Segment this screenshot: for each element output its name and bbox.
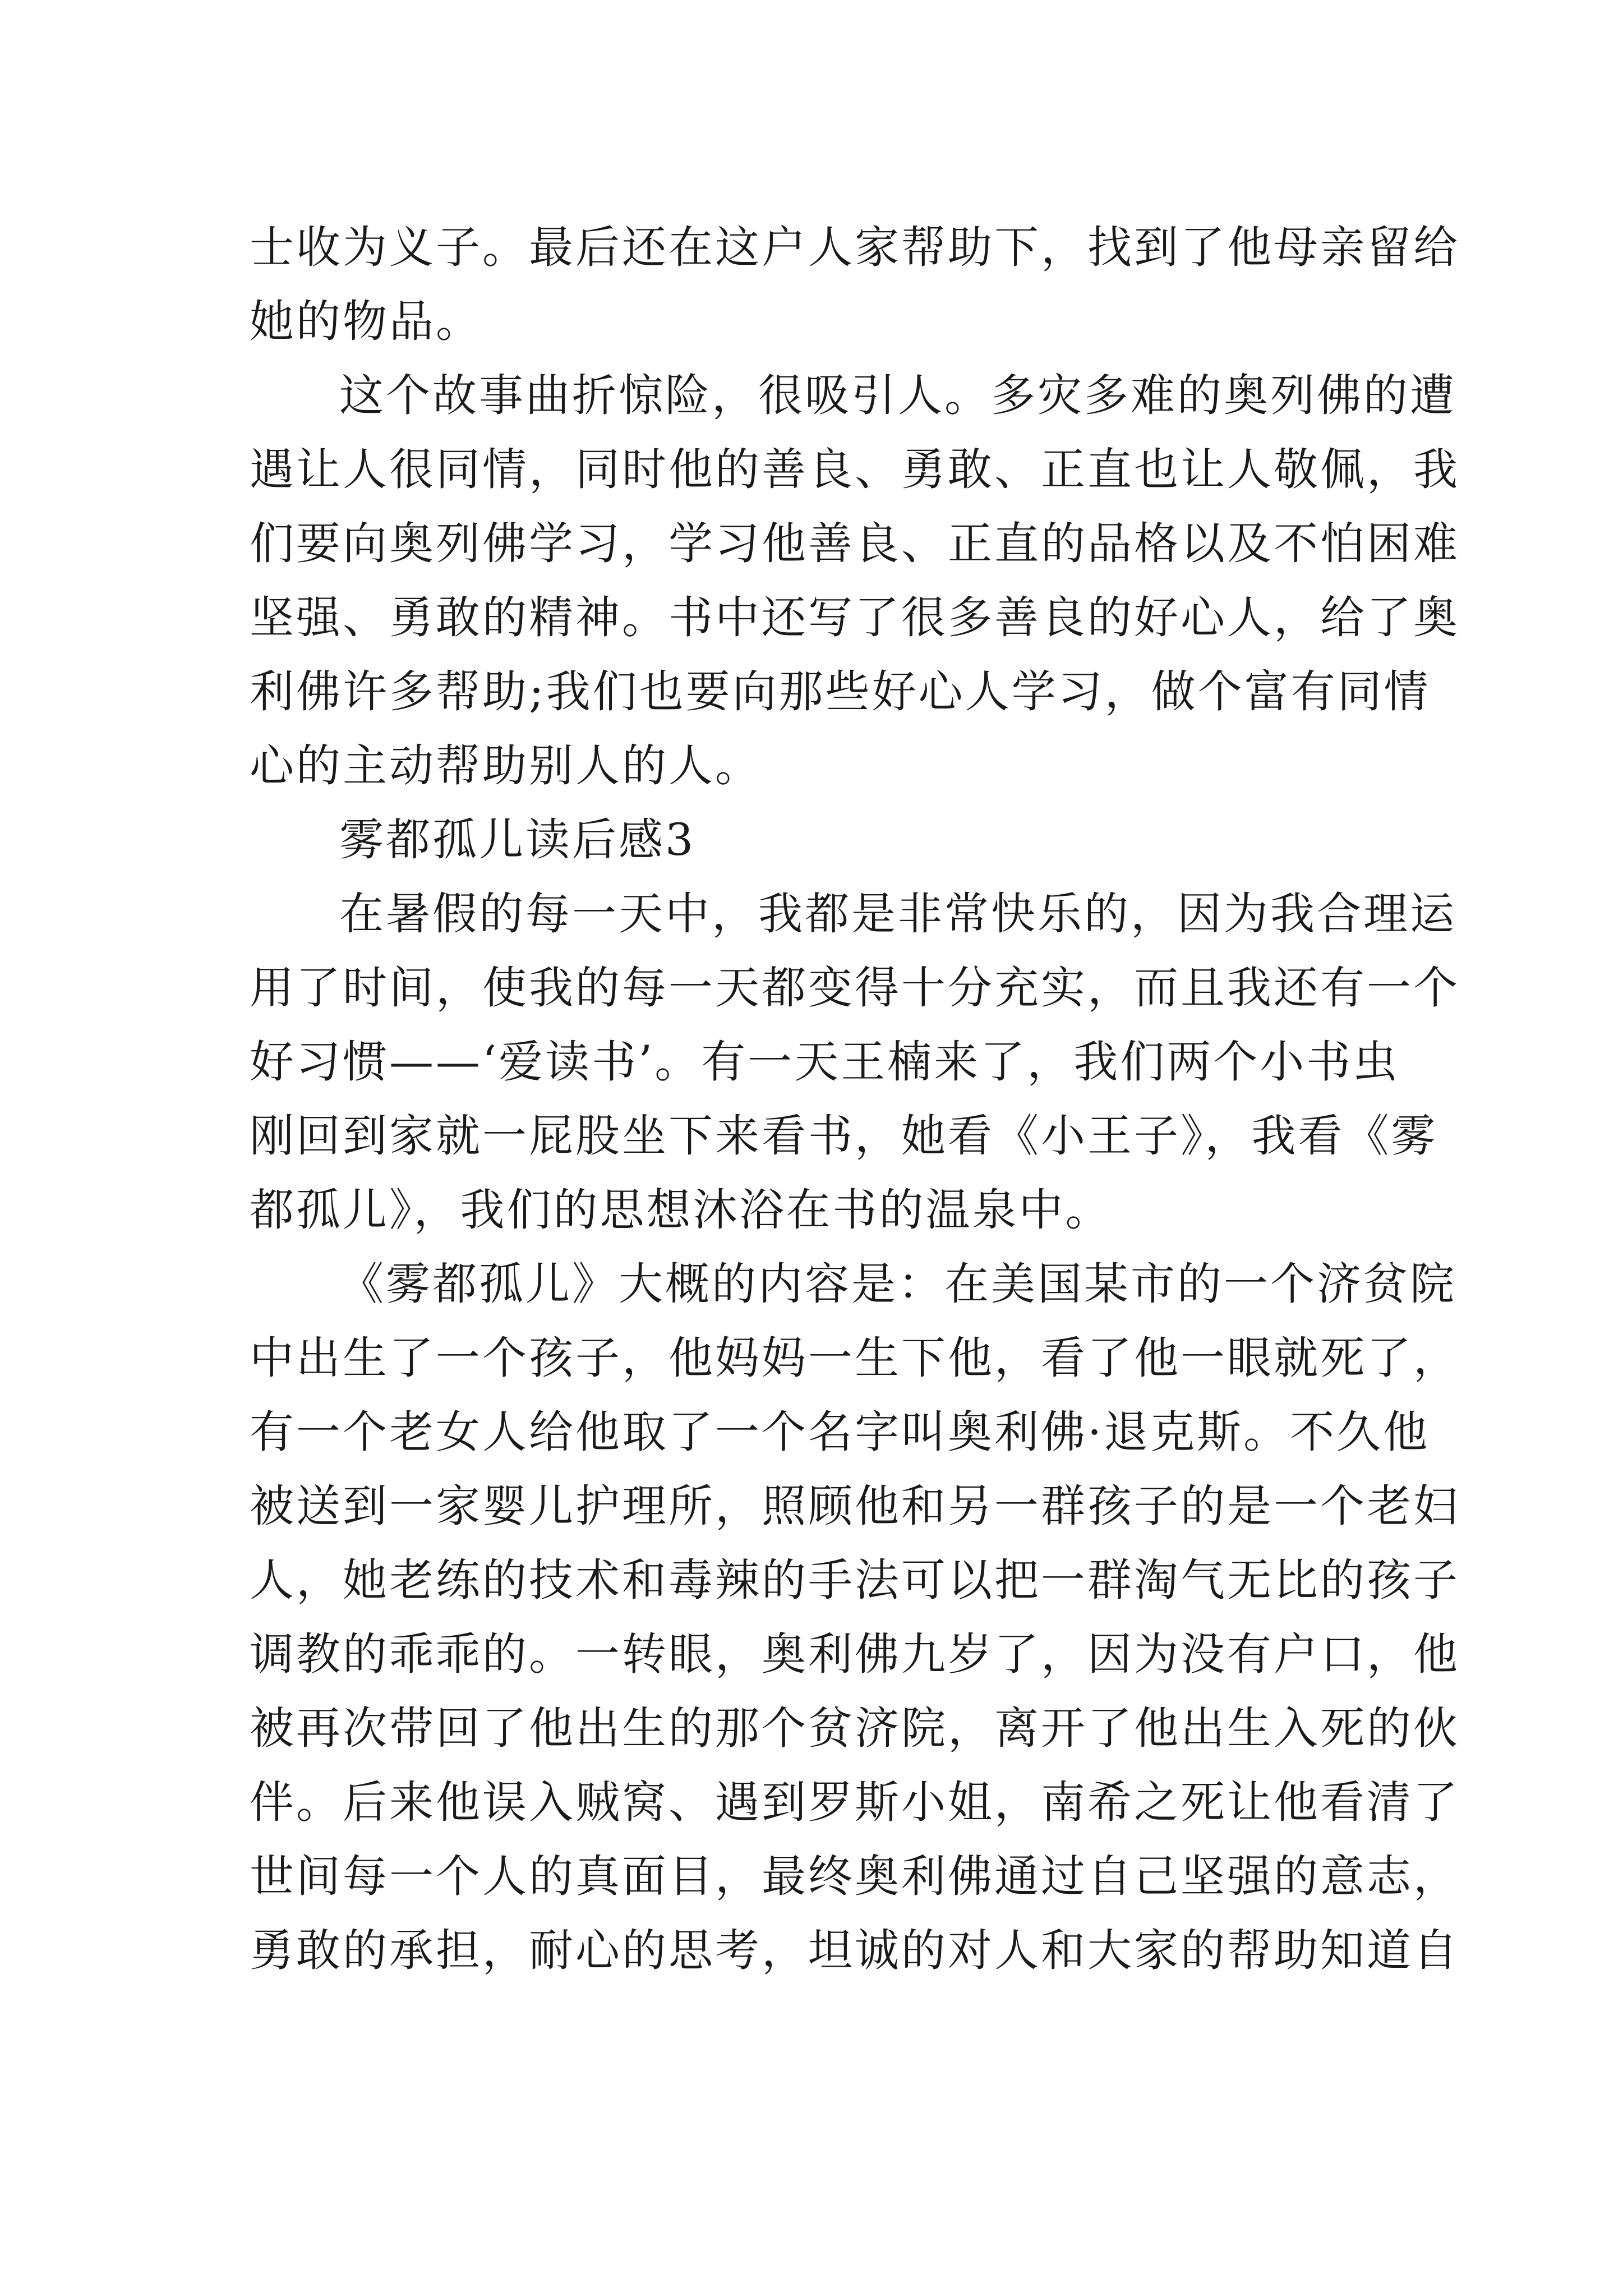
text-line: 利佛许多帮助;我们也要向那些好心人学习，做个富有同情 bbox=[250, 666, 1431, 717]
text-line: 好习惯——‘爱读书’。有一天王楠来了，我们两个小书虫 bbox=[250, 1036, 1400, 1088]
text-line: 这个故事曲折惊险，很吸引人。多灾多难的奥列佛的遭 bbox=[339, 370, 1456, 421]
text-line: 们要向奥列佛学习，学习他善良、正直的品格以及不怕困难 bbox=[250, 518, 1460, 569]
text-line: 被再次带回了他出生的那个贫济院，离开了他出生入死的伙 bbox=[250, 1703, 1460, 1754]
text-line: 被送到一家婴儿护理所，照顾他和另一群孩子的是一个老妇 bbox=[250, 1480, 1460, 1532]
text-line: 调教的乖乖的。一转眼，奥利佛九岁了，因为没有户口，他 bbox=[250, 1628, 1460, 1680]
text-line: 有一个老女人给他取了一个名字叫奥利佛·退克斯。不久他 bbox=[250, 1406, 1430, 1458]
text-line: 坚强、勇敢的精神。书中还写了很多善良的好心人，给了奥 bbox=[250, 592, 1460, 643]
text-line: 遇让人很同情，同时他的善良、勇敢、正直也让人敬佩，我 bbox=[250, 444, 1460, 495]
text-line: 勇敢的承担，耐心的思考，坦诚的对人和大家的帮助知道自 bbox=[250, 1925, 1460, 1976]
text-line: 世间每一个人的真面目，最终奥利佛通过自己坚强的意志， bbox=[250, 1851, 1460, 1902]
text-line: 刚回到家就一屁股坐下来看书，她看《小王子》，我看《雾 bbox=[250, 1110, 1438, 1162]
text-line: 都孤儿》，我们的思想沐浴在书的温泉中。 bbox=[250, 1184, 1112, 1236]
text-line: 用了时间，使我的每一天都变得十分充实，而且我还有一个 bbox=[250, 962, 1460, 1014]
text-line: 人，她老练的技术和毒辣的手法可以把一群淘气无比的孩子 bbox=[250, 1554, 1460, 1606]
text-line: 在暑假的每一天中，我都是非常快乐的，因为我合理运 bbox=[339, 888, 1456, 940]
section-heading: 雾都孤儿读后感3 bbox=[339, 814, 696, 866]
text-line: 《雾都孤儿》大概的内容是：在美国某市的一个济贫院 bbox=[339, 1258, 1456, 1310]
text-line: 士收为义子。最后还在这户人家帮助下，找到了他母亲留给 bbox=[250, 222, 1460, 273]
text-line: 心的主动帮助别人的人。 bbox=[250, 740, 762, 792]
text-line: 中出生了一个孩子，他妈妈一生下他，看了他一眼就死了， bbox=[250, 1332, 1460, 1384]
text-line: 她的物品。 bbox=[250, 296, 482, 347]
text-line: 伴。后来他误入贼窝、遇到罗斯小姐，南希之死让他看清了 bbox=[250, 1777, 1460, 1828]
document-body bbox=[250, 210, 1460, 1987]
